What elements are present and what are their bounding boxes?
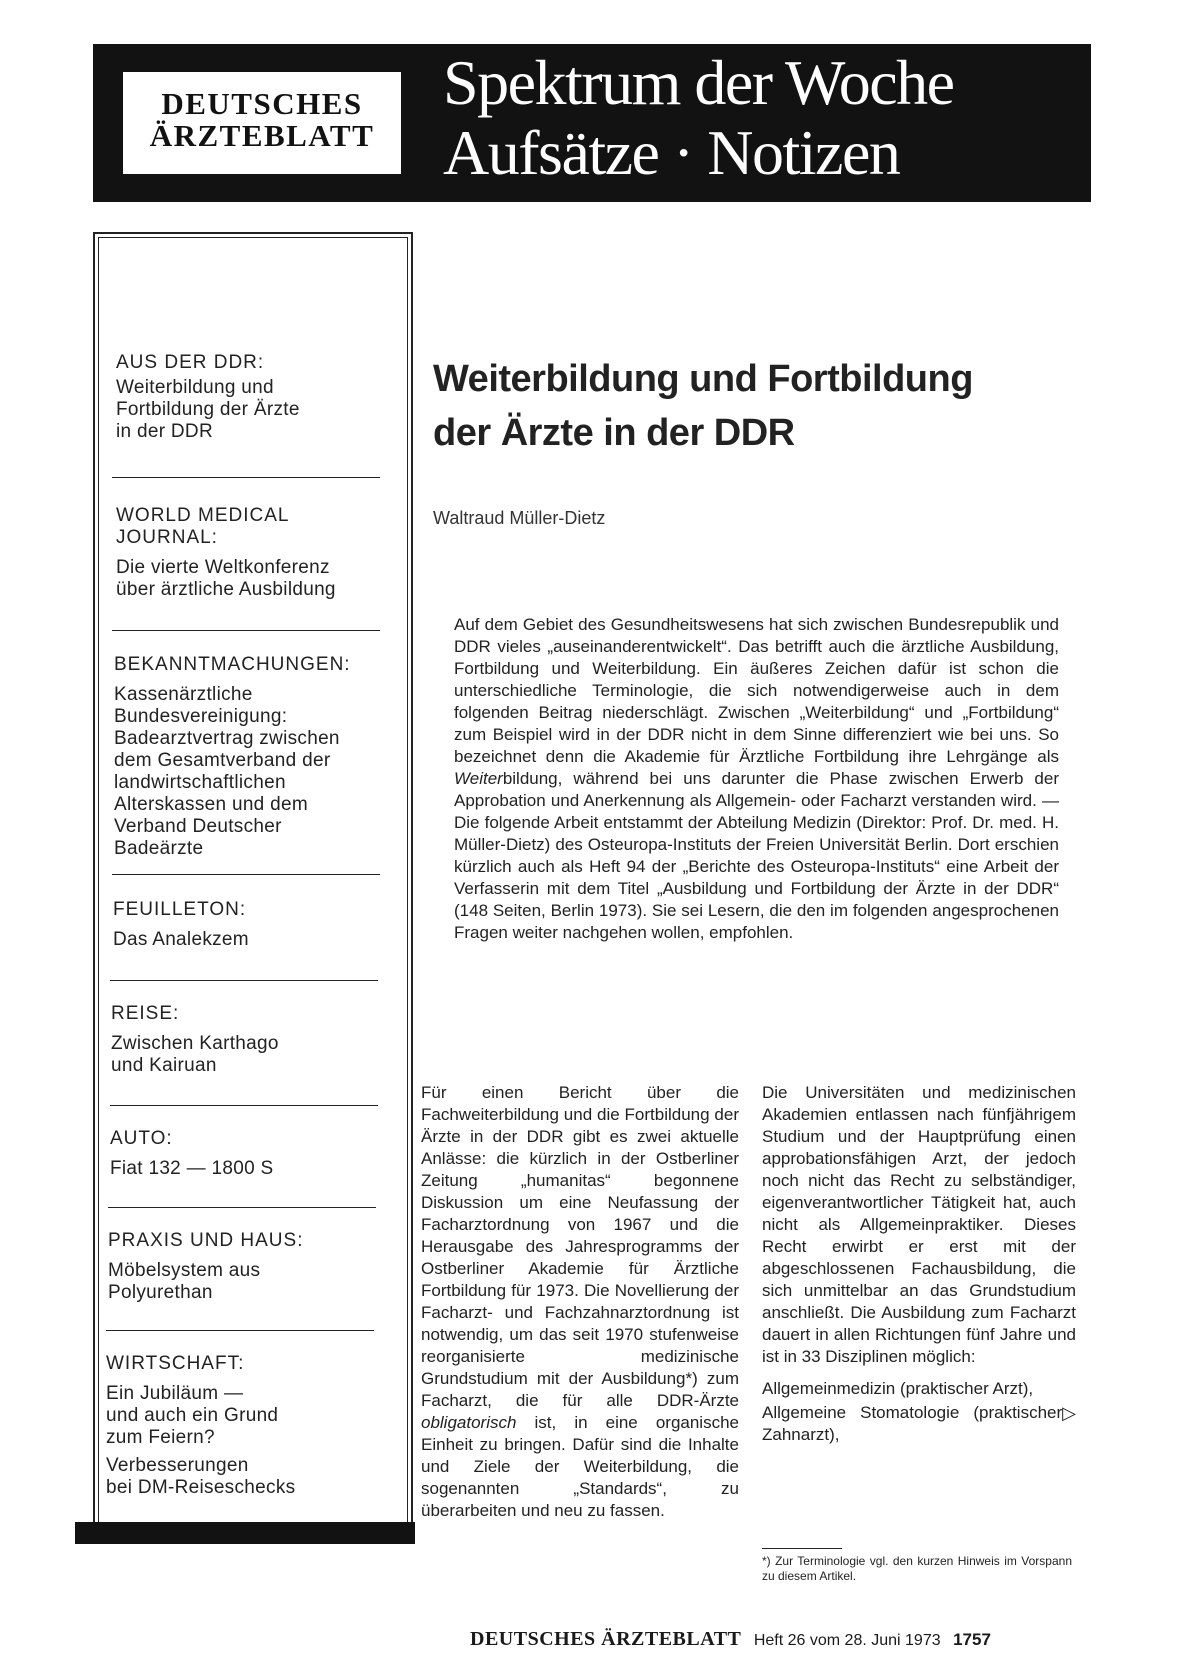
- footer-publication: DEUTSCHES ÄRZTEBLATT: [470, 1628, 742, 1650]
- toc-item: Verband Deutscher: [114, 816, 282, 837]
- toc-heading: FEUILLETON:: [113, 899, 247, 920]
- toc-item: und Kairuan: [111, 1055, 217, 1076]
- toc-divider: [112, 874, 380, 875]
- toc-divider: [110, 980, 378, 981]
- footnote-rule: [762, 1548, 842, 1549]
- continue-arrow-icon: ▷: [1062, 1403, 1076, 1423]
- teaser-italic-text: Weiter: [454, 769, 503, 788]
- toc-item: Fortbildung der Ärzte: [116, 399, 300, 420]
- toc-heading: BEKANNTMACHUNGEN:: [114, 654, 351, 675]
- discipline-list-item: Allgemeinmedizin (praktischer Arzt),: [762, 1379, 1034, 1398]
- toc-divider: [106, 1330, 374, 1331]
- section-title-line-1: Spektrum der Woche: [443, 47, 954, 118]
- toc-heading: REISE:: [111, 1003, 180, 1024]
- masthead: [93, 44, 1091, 202]
- body-text-2: ist, in eine organische Einheit zu bringen. Dafür sind die Inhalte und Ziele der Weiterbildung, die sogenannten „Standards“, zu überarbeiten und neu zu fassen.: [421, 1413, 739, 1520]
- toc-item: Kassenärztliche: [114, 684, 253, 705]
- footer-issue: Heft 26 vom 28. Juni 1973: [753, 1632, 941, 1649]
- body-italic-text: obligatorisch: [421, 1413, 517, 1432]
- body-text-1: Für einen Bericht über die Fachweiterbildung und die Fortbildung der Ärzte in der DDR gibt es zwei aktuelle Anlässe: die kürzlich in der Ostberliner Zeitung „humanitas“ begonnene Diskussion um eine Neufassung der Facharztordnung von 1967 und die Herausgabe des Jahresprogramms der Ostberliner Akademie für Ärztliche Fortbildung für 1973. Die Novellierung der Facharzt- und Fachzahnarztordnung ist notwendig, um das seit 1970 stufenweise reorganisierte medizinische Grundstudium mit der Ausbildung*) zum Facharzt, die für alle DDR-Ärzte: [421, 1083, 739, 1410]
- article-title: [433, 352, 1093, 460]
- discipline-list-item-text: Allgemeine Stomatologie (praktischer Zahnarzt),: [762, 1403, 1063, 1444]
- logo-line-2: ÄRZTEBLATT: [149, 118, 375, 153]
- publication-logo: [121, 70, 403, 176]
- toc-item: Badearztvertrag zwischen: [114, 728, 340, 749]
- toc-heading: PRAXIS UND HAUS:: [108, 1230, 304, 1251]
- toc-divider: [112, 630, 380, 631]
- toc-item: Fiat 132 — 1800 S: [110, 1158, 274, 1179]
- body-paragraph: [421, 1082, 739, 1522]
- toc-heading-continued: JOURNAL:: [116, 527, 218, 548]
- section-title-line-2: Aufsätze · Notizen: [443, 117, 900, 188]
- toc-divider: [110, 1105, 378, 1106]
- toc-divider: [112, 477, 380, 478]
- toc-item: in der DDR: [116, 421, 213, 442]
- discipline-list-item: [762, 1402, 1076, 1446]
- toc-heading: AUTO:: [110, 1128, 173, 1149]
- article-teaser: [454, 614, 1059, 944]
- toc-section-feuilleton[interactable]: [113, 899, 393, 951]
- body-column-left: [421, 1082, 739, 1522]
- toc-section-bekanntmachungen[interactable]: [114, 654, 394, 860]
- toc-item: landwirtschaftlichen: [114, 772, 286, 793]
- toc-item: Weiterbildung und: [116, 377, 274, 398]
- body-column-right: [762, 1082, 1076, 1446]
- toc-item: Bundesvereinigung:: [114, 706, 288, 727]
- toc-section-praxis-und-haus[interactable]: [108, 1230, 388, 1304]
- teaser-text-2: bildung, während bei uns darunter die Phase zwischen Erwerb der Approbation und Anerkennung als Allgemein- oder Facharzt verstanden wird. — Die folgende Arbeit entstammt der Abteilung Medizin (Direktor: Prof. Dr. med. H. Müller-Dietz) des Osteuropa-Instituts der Freien Universität Berlin. Dort erschien kürzlich auch als Heft 94 der „Berichte des Osteuropa-Instituts“ eine Arbeit der Verfasserin mit dem Titel „Ausbildung und Fortbildung der Ärzte in der DDR“ (148 Seiten, Berlin 1973). Sie sei Lesern, die den im folgenden angesprochenen Fragen weiter nachgehen wollen, empfohlen.: [454, 769, 1059, 942]
- toc-section-auto[interactable]: [110, 1128, 390, 1180]
- toc-section-wirtschaft[interactable]: [106, 1353, 386, 1499]
- body-paragraph: Die Universitäten und medizinischen Akademien entlassen nach fünfjährigem Studium und der Hauptprüfung einen approbationsfähigen Arzt, der jedoch noch nicht das Recht zu selbständiger, eigenverantwortlicher Tätigkeit hat, auch nicht als Allgemeinpraktiker. Dieses Recht erwirbt er erst mit der abgeschlossenen Fachausbildung, die sich unmittelbar an das Grundstudium anschließt. Die Ausbildung zum Facharzt dauert in allen Richtungen fünf Jahre und ist in 33 Disziplinen möglich:: [762, 1083, 1076, 1366]
- toc-item: Zwischen Karthago: [111, 1033, 279, 1054]
- article-author: Waltraud Müller-Dietz: [433, 508, 606, 528]
- toc-item: Badeärzte: [114, 838, 204, 859]
- toc-heading: AUS DER DDR:: [116, 352, 265, 373]
- footnote: *) Zur Terminologie vgl. den kurzen Hinweis im Vorspann zu diesem Artikel.: [762, 1554, 1072, 1583]
- page-number: 1757: [953, 1630, 991, 1649]
- toc-item: bei DM-Reiseschecks: [106, 1477, 296, 1498]
- toc-item: und auch ein Grund: [106, 1405, 279, 1426]
- teaser-text-1: Auf dem Gebiet des Gesundheitswesens hat sich zwischen Bundesrepublik und DDR vieles „auseinanderentwickelt“. Das betrifft auch die ärztliche Ausbildung, Fortbildung und Weiterbildung. Ein äußeres Zeichen dafür ist schon die unterschiedliche Terminologie, die sich notwendigerweise auch in dem folgenden Beitrag niederschlägt. Zwischen „Weiterbildung“ und „Fortbildung“ zum Beispiel wird in der DDR nicht in dem Sinne differenziert wie bei uns. So bezeichnet denn die Akademie für Ärztliche Fortbildung ihre Lehrgänge als: [454, 615, 1059, 766]
- toc-item: Möbelsystem aus: [108, 1260, 261, 1281]
- article-title-line-2: der Ärzte in der DDR: [433, 412, 795, 454]
- toc-heading: WORLD MEDICAL: [116, 505, 290, 526]
- section-title: [443, 48, 954, 188]
- toc-item: Die vierte Weltkonferenz: [116, 557, 330, 578]
- sidebar-bottom-bar: [75, 1522, 415, 1544]
- logo-line-1: DEUTSCHES: [161, 86, 363, 121]
- toc-section-world-medical-journal[interactable]: [116, 505, 396, 601]
- toc-item: Polyurethan: [108, 1282, 213, 1303]
- toc-item: Das Analekzem: [113, 929, 249, 950]
- discipline-list: [762, 1378, 1076, 1446]
- toc-section-reise[interactable]: [111, 1003, 391, 1077]
- toc-item: Ein Jubiläum —: [106, 1383, 244, 1404]
- toc-item: zum Feiern?: [106, 1427, 215, 1448]
- page-footer: [470, 1628, 1076, 1651]
- toc-heading: WIRTSCHAFT:: [106, 1353, 245, 1374]
- toc-item: Alterskassen und dem: [114, 794, 308, 815]
- toc-item: über ärztliche Ausbildung: [116, 579, 336, 600]
- toc-section-ddr[interactable]: [116, 352, 396, 443]
- toc-divider: [108, 1207, 376, 1208]
- toc-item: Verbesserungen: [106, 1455, 249, 1476]
- article-title-line-1: Weiterbildung und Fortbildung: [433, 358, 973, 400]
- toc-item: dem Gesamtverband der: [114, 750, 331, 771]
